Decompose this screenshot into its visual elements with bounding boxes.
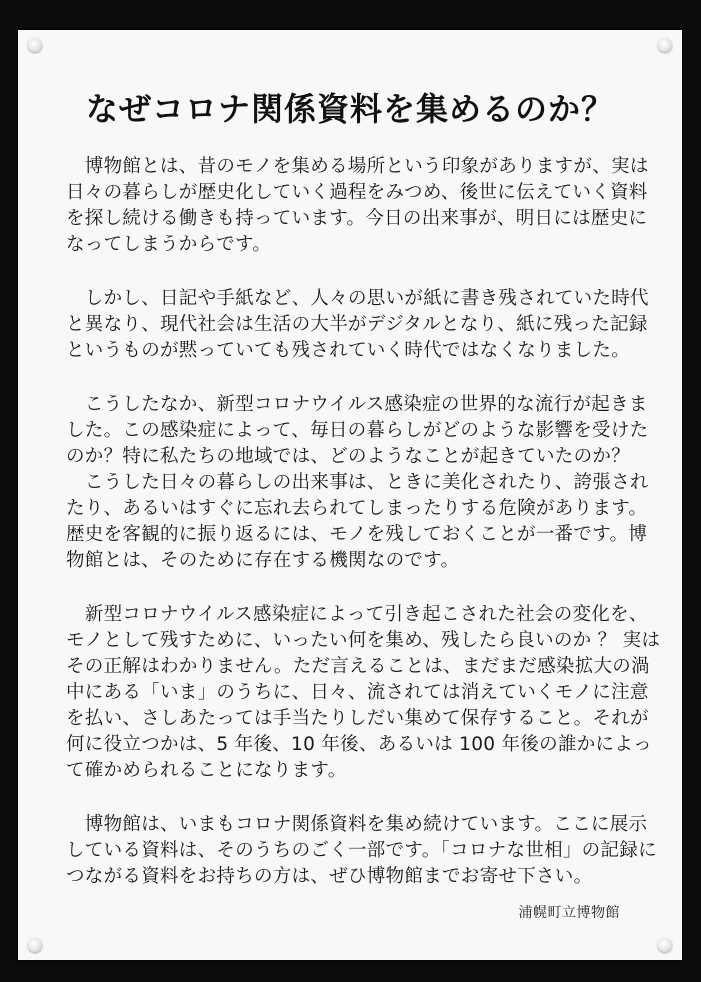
- text-line: しかし、日記や手紙など、人々の思いが紙に書き残されていた時代: [66, 288, 649, 309]
- pushpin-bottom-right: [658, 938, 672, 952]
- text-line: のか？特に私たちの地域では、どのようなことが起きていたのか？: [66, 446, 631, 467]
- museum-signature: 浦幌町立博物館: [518, 905, 620, 921]
- pushpin-bottom-left: [28, 938, 42, 952]
- text-line: 日々の暮らしが歴史化していく過程をみつめ、後世に伝えていく資料: [66, 182, 648, 203]
- text-line: つながる資料をお持ちの方は、ぜひ博物館までお寄せ下さい。: [66, 866, 593, 887]
- paragraph-4: [66, 602, 661, 784]
- poster-sheet: [18, 30, 682, 960]
- poster-title: なぜコロナ関係資料を集めるのか？: [85, 90, 614, 128]
- text-line: 中にある「いま」のうちに、日々、流されては消えていくモノに注意: [66, 682, 649, 703]
- text-line: 歴史を客観的に振り返るには、モノを残しておくことが一番です。博: [66, 524, 648, 545]
- pushpin-top-right: [658, 38, 672, 52]
- text-line: て確かめられることになります。: [66, 760, 347, 781]
- text-line: モノとして残すために、いったい何を集め、残したら良いのか ？ 実は: [66, 630, 661, 651]
- text-line: 何に役立つかは、5 年後、10 年後、あるいは 100 年後の誰かによっ: [66, 734, 652, 755]
- text-line: たり、あるいはすぐに忘れ去られてしまったりする危険があります。: [66, 498, 648, 519]
- text-line: こうした日々の暮らしの出来事は、ときに美化されたり、誇張され: [66, 472, 649, 493]
- text-line: した。この感染症によって、毎日の暮らしがどのような影響を受けた: [66, 420, 649, 441]
- text-line: なってしまうからです。: [66, 234, 272, 255]
- text-line: 新型コロナウイルス感染症によって引き起こされた社会の変化を、: [66, 604, 648, 625]
- paragraph-5: [66, 812, 657, 890]
- paragraph-3: [66, 392, 649, 574]
- paragraph-1: [66, 154, 649, 258]
- text-line: その正解はわかりません。ただ言えることは、まだまだ感染拡大の渦: [66, 656, 650, 677]
- text-line: と異なり、現代社会は生活の大半がデジタルとなり、紙に残った記録: [66, 314, 648, 335]
- pushpin-top-left: [28, 38, 42, 52]
- text-line: 博物館は、いまもコロナ関係資料を集め続けています。ここに展示: [66, 814, 648, 835]
- poster-body: [66, 154, 661, 918]
- text-line: している資料は、そのうちのごく一部です。「コロナな世相」の記録に: [66, 840, 657, 861]
- paragraph-2: [66, 286, 649, 364]
- text-line: というものが黙っていても残されていく時代ではなくなりました。: [66, 340, 631, 361]
- text-line: 物館とは、そのために存在する機関なのです。: [66, 550, 460, 571]
- text-line: こうしたなか、新型コロナウイルス感染症の世界的な流行が起きま: [66, 394, 648, 415]
- text-line: を払い、さしあたっては手当たりしだい集めて保存すること。それが: [66, 708, 649, 729]
- text-line: 博物館とは、昔のモノを集める場所という印象がありますが、実は: [66, 156, 649, 177]
- text-line: を探し続ける働きも持っています。今日の出来事が、明日には歴史に: [66, 208, 648, 229]
